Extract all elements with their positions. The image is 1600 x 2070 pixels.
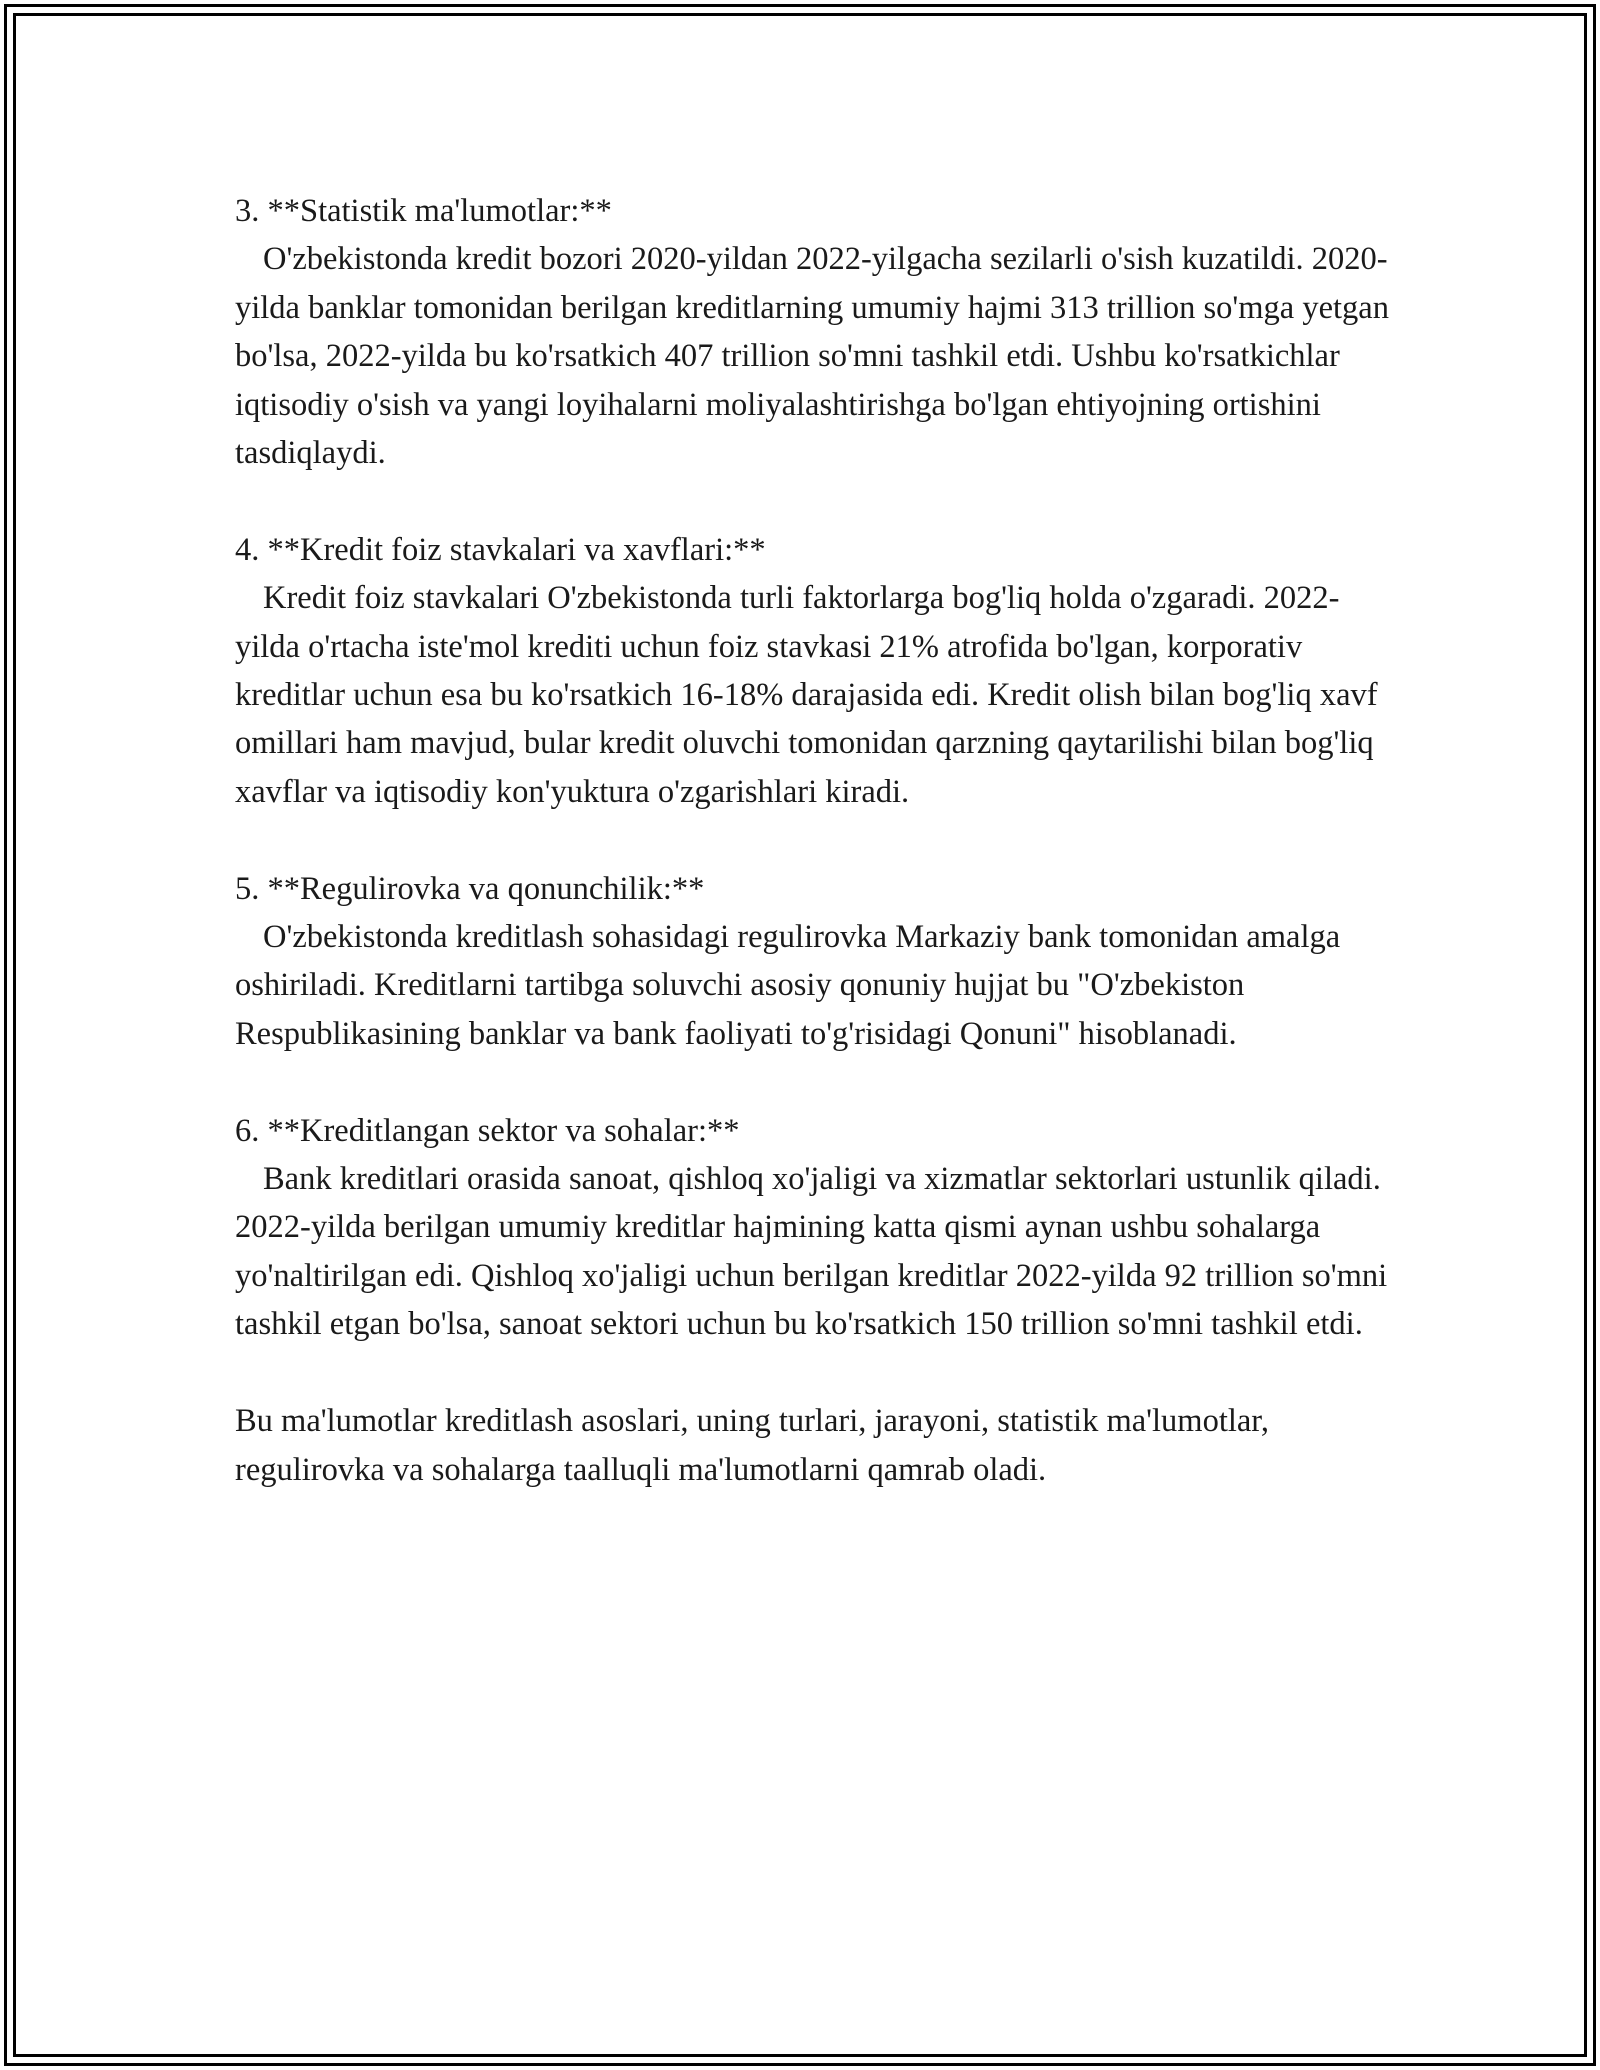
section-heading: 3. **Statistik ma'lumotlar:**: [235, 193, 612, 229]
summary-paragraph: Bu ma'lumotlar kreditlash asoslari, uning turlari, jarayoni, statistik ma'lumotlar, regulirovka va sohalarga taalluqli ma'lumotlarni qamrab oladi.: [235, 1403, 1278, 1488]
section-paragraph: O'zbekistonda kreditlash sohasidagi regulirovka Markaziy bank tomonidan amalga oshiriladi. Kreditlarni tartibga soluvchi asosiy qonuniy hujjat bu "O'zbekiston Respublikasining banklar va bank faoliyati to'g'risidagi Qonuni" hisoblanadi.: [235, 919, 1349, 1052]
section-paragraph: O'zbekistonda kredit bozori 2020-yildan 2022-yilgacha sezilarli o'sish kuzatildi. 2020-yilda banklar tomonidan berilgan kreditlarning umumiy hajmi 313 trillion so'mga yetgan bo'lsa, 2022-yilda bu ko'rsatkich 407 trillion so'mni tashkil etdi. Ushbu ko'rsatkichlar iqtisodiy o'sish va yangi loyihalarni moliyalashtirishga bo'lgan ehtiyojning ortishini tasdiqlaydi.: [235, 241, 1398, 472]
section-regulation: [235, 865, 1395, 1059]
section-interest-rates: [235, 526, 1395, 816]
document-body: [235, 187, 1398, 1494]
section-paragraph: Bank kreditlari orasida sanoat, qishloq xo'jaligi va xizmatlar sektorlari ustunlik qiladi. 2022-yilda berilgan umumiy kreditlar hajmining katta qismi aynan ushbu sohalarga yo'naltirilgan edi. Qishloq xo'jaligi uchun berilgan kreditlar 2022-yilda 92 trillion so'mni tashkil etgan bo'lsa, sanoat sektori uchun bu ko'rsatkich 150 trillion so'mni tashkil etdi.: [235, 1161, 1396, 1343]
section-credited-sectors: [235, 1107, 1395, 1349]
section-heading: 4. **Kredit foiz stavkalari va xavflari:**: [235, 531, 766, 568]
section-heading: 5. **Regulirovka va qonunchilik:**: [235, 870, 705, 907]
section-paragraph: Kredit foiz stavkalari O'zbekistonda turli faktorlarga bog'liq holda o'zgaradi. 2022-yilda o'rtacha iste'mol krediti uchun foiz stavkasi 21% atrofida bo'lgan, korporativ kreditlar uchun esa bu ko'rsatkich 16-18% darajasida edi. Kredit olish bilan bog'liq xavf omillari ham mavjud, bular kredit oluvchi tomonidan qarzning qaytarilishi bilan bog'liq xavflar va iqtisodiy kon'yuktura o'zgarishlari kiradi.: [235, 580, 1386, 810]
section-heading: 6. **Kreditlangan sektor va sohalar:**: [235, 1112, 740, 1149]
section-statistics: [235, 187, 1398, 477]
